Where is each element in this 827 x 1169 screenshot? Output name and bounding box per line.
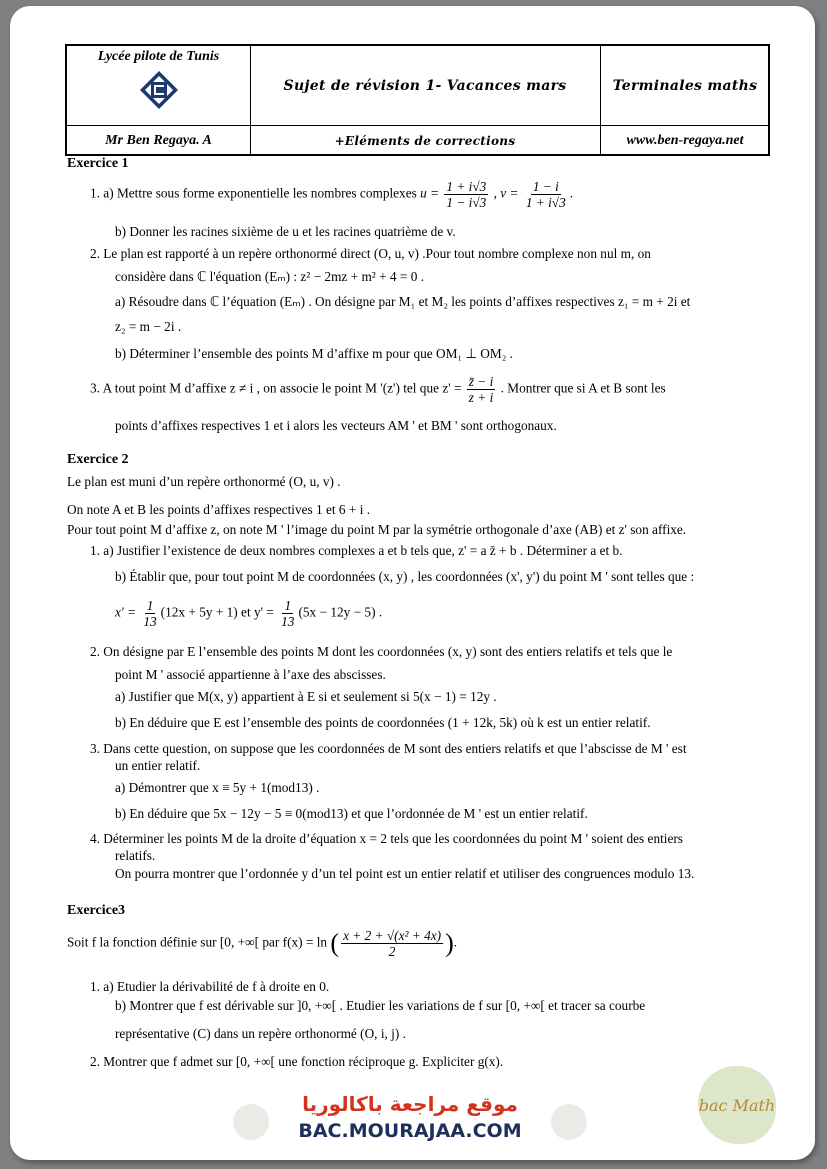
ex3-q1b: b) Montrer que f est dérivable sur ]0, +∞[ . Etudier les variations de f sur [0, +∞[ et tracer sa courbe	[115, 998, 646, 1013]
ex2-intro-1: Le plan est muni d’un repère orthonormé (O, u, v) .	[67, 474, 341, 489]
ex2-q4-line3: On pourra montrer que l’ordonnée y d’un tel point est un entier relatif et utiliser des congruences modulo 13.	[115, 866, 695, 881]
document-page	[10, 6, 815, 1160]
footer-logo-right	[551, 1104, 587, 1140]
exercise-3-title: Exercice3	[67, 903, 126, 918]
ex1-q3-line1: 3. A tout point M d’affixe z ≠ i , on associe le point M '(z') tel que z' = $\frac{z̄ - i}{z + i}$ . Montrer que si A et B sont les	[90, 374, 666, 405]
ex2-q2-line2: point M ' associé appartienne à l’axe des abscisses.	[115, 667, 386, 682]
ex3-q1b-line2: représentative (C) dans un repère orthonormé (O, i, j) .	[115, 1026, 406, 1041]
ex1-q2a-line2: z₂ = m − 2i .	[115, 319, 182, 334]
bac-math-badge: bac Math	[698, 1066, 776, 1144]
school-logo	[139, 70, 179, 110]
school-name: Lycée pilote de Tunis	[97, 49, 220, 64]
ex3-q2: 2. Montrer que f admet sur [0, +∞[ une fonction réciproque g. Expliciter g(x).	[90, 1054, 504, 1069]
exercise-1-title: Exercice 1	[67, 156, 129, 171]
ex2-intro-3: Pour tout point M d’affixe z, on note M ' l’image du point M par la symétrie orthogonale d’axe (AB) et z' son affixe.	[67, 522, 687, 537]
ex2-q2a: a) Justifier que M(x, y) appartient à E si et seulement si 5(x − 1) = 12y .	[115, 689, 497, 704]
ex2-intro-2: On note A et B les points d’affixes respectives 1 et 6 + i .	[67, 502, 371, 517]
ex1-q2a-line1: a) Résoudre dans ℂ l’équation (Eₘ) . On désigne par M₁ et M₂ les points d’affixes respectives z₁ = m + 2i et	[115, 294, 691, 309]
footer-arabic-title: موقع مراجعة باكالوريا	[302, 1092, 518, 1116]
ex1-q1a: 1. a) Mettre sous forme exponentielle les nombres complexes u = $\frac{1 + i√3}{1 - i√3}$ , v = $\frac{1 - i}{1 + i√3}$ .	[90, 179, 574, 210]
ex2-q3a: a) Démontrer que x ≡ 5y + 1(mod13) .	[115, 780, 320, 795]
corrections-label: +Eléments de corrections	[334, 134, 516, 148]
ex1-q2b: b) Déterminer l’ensemble des points M d’affixe m pour que OM₁ ⊥ OM₂ .	[115, 346, 514, 361]
exercise-2-title: Exercice 2	[67, 452, 129, 467]
ex2-q3-line1: 3. Dans cette question, on suppose que les coordonnées de M sont des entiers relatifs et que l’abscisse de M ' est	[90, 741, 687, 756]
ex2-q3b: b) En déduire que 5x − 12y − 5 ≡ 0(mod13) et que l’ordonnée de M ' est un entier relatif.	[115, 806, 588, 821]
footer-site-url[interactable]: BAC.MOURAJAA.COM	[283, 1120, 537, 1146]
header-table	[65, 44, 770, 156]
ex2-q1a: 1. a) Justifier l’existence de deux nombres complexes a et b tels que, z' = a z̄ + b . Déterminer a et b.	[90, 543, 623, 558]
ex3-q1a: 1. a) Etudier la dérivabilité de f à droite en 0.	[90, 979, 330, 994]
footer-logo-left	[233, 1104, 269, 1140]
ex2-q4-line2: relatifs.	[115, 848, 156, 863]
subject-title: Sujet de révision 1- Vacances mars	[283, 77, 567, 94]
ex1-q2-line1: 2. Le plan est rapporté à un repère orthonormé direct (O, u, v) .Pour tout nombre complexe non nul m, on	[90, 246, 651, 261]
ex2-q2b: b) En déduire que E est l’ensemble des points de coordonnées (1 + 12k, 5k) où k est un entier relatif.	[115, 715, 651, 730]
website-label: www.ben-regaya.net	[626, 133, 744, 148]
ex1-q2-line2: considère dans ℂ l'équation (Eₘ) : z² − 2mz + m² + 4 = 0 .	[115, 269, 425, 284]
ex3-definition: Soit f la fonction définie sur [0, +∞[ par f(x) = ln ( $\frac{\text{x + 2 + √(x² + 4x)}}{2}$ ).	[67, 928, 458, 959]
ex2-q3-line2: un entier relatif.	[115, 758, 201, 773]
ex1-q1b: b) Donner les racines sixième de u et les racines quatrième de v.	[115, 224, 456, 239]
ex1-q3-line2: points d’affixes respectives 1 et i alors les vecteurs AM ' et BM ' sont orthogonaux.	[115, 418, 557, 433]
ex2-q1b-formulas: x' = $\frac{1}{13}$ (12x + 5y + 1) et y' = $\frac{1}{13}$ (5x − 12y − 5) .	[115, 598, 383, 629]
ex2-q2-line1: 2. On désigne par E l’ensemble des points M dont les coordonnées (x, y) sont des entiers relatifs et tels que le	[90, 644, 673, 659]
ex2-q4-line1: 4. Déterminer les points M de la droite d’équation x = 2 tels que les coordonnées du point M ' soient des entiers	[90, 831, 683, 846]
ex2-q1b: b) Établir que, pour tout point M de coordonnées (x, y) , les coordonnées (x', y') du point M ' sont telles que :	[115, 569, 695, 584]
level-title: Terminales maths	[612, 77, 758, 94]
site-footer	[225, 1088, 595, 1150]
teacher-name: Mr Ben Regaya. A	[105, 133, 212, 148]
